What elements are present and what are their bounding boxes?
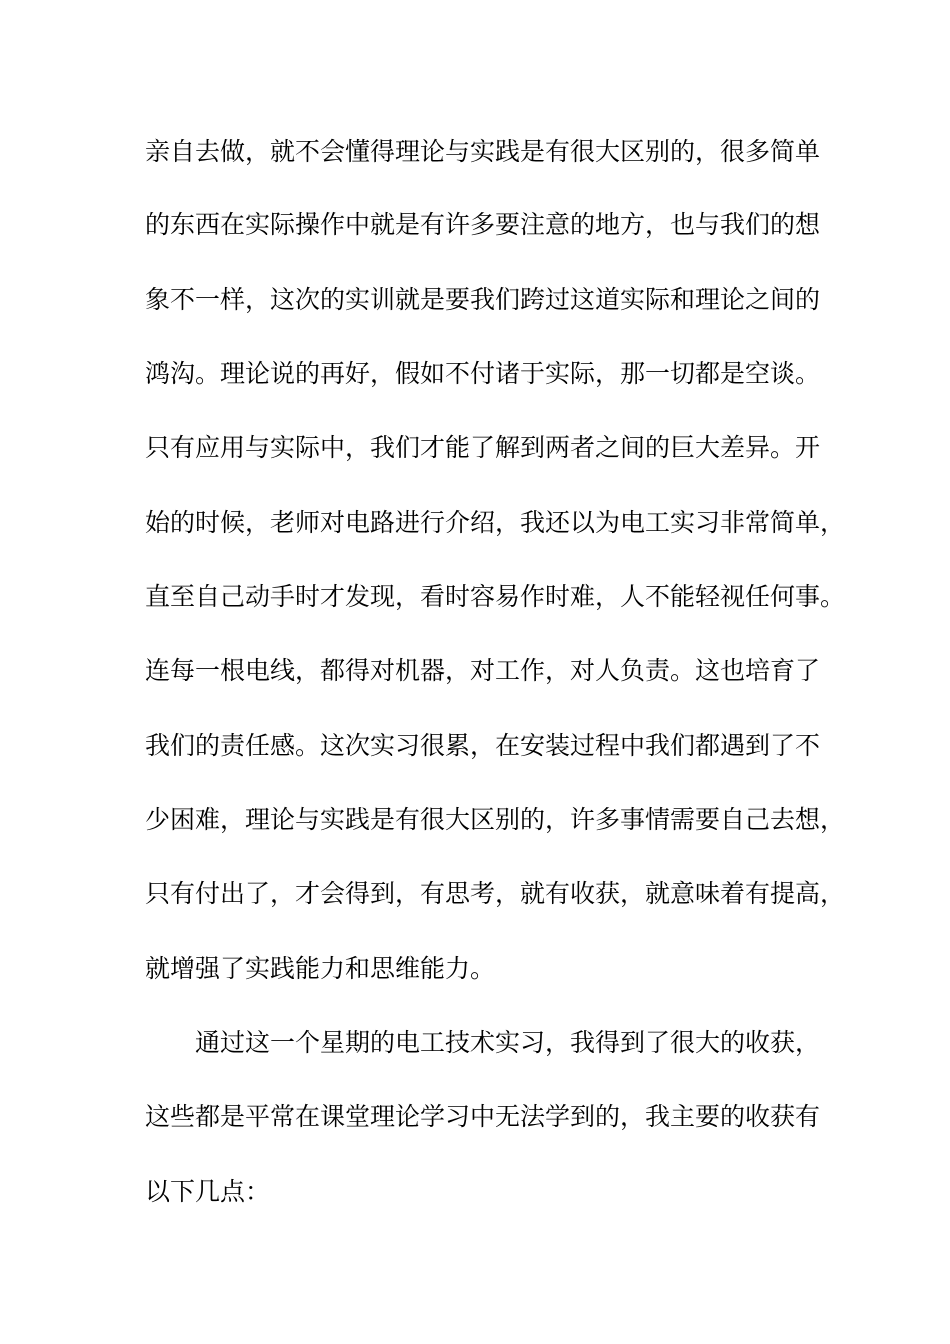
text-line: 就增强了实践能力和思维能力。	[145, 954, 496, 983]
text-line: 连每一根电线，都得对机器，对工作，对人负责。这也培育了	[145, 656, 821, 685]
text-line: 鸿沟。理论说的再好，假如不付诸于实际，那一切都是空谈。	[145, 359, 821, 388]
text-line: 象不一样，这次的实训就是要我们跨过这道实际和理论之间的	[145, 285, 821, 314]
text-line: 直至自己动手时才发现，看时容易作时难，人不能轻视任何事。	[145, 582, 846, 611]
text-line: 以下几点：	[145, 1177, 271, 1206]
text-line: 的东西在实际操作中就是有许多要注意的地方，也与我们的想	[145, 210, 821, 239]
text-line: 少困难，理论与实践是有很大区别的，许多事情需要自己去想，	[145, 805, 846, 834]
text-line: 我们的责任感。这次实习很累，在安装过程中我们都遇到了不	[145, 731, 821, 760]
text-line: 只有应用与实际中，我们才能了解到两者之间的巨大差异。开	[145, 433, 821, 462]
text-line: 亲自去做，就不会懂得理论与实践是有很大区别的，很多简单	[145, 137, 821, 166]
text-line: 只有付出了，才会得到，有思考，就有收获，就意味着有提高，	[145, 879, 846, 908]
text-line: 这些都是平常在课堂理论学习中无法学到的，我主要的收获有	[145, 1102, 821, 1131]
text-line: 始的时候，老师对电路进行介绍，我还以为电工实习非常简单，	[145, 508, 846, 537]
paragraph-first-line: 通过这一个星期的电工技术实习，我得到了很大的收获，	[195, 1028, 821, 1057]
